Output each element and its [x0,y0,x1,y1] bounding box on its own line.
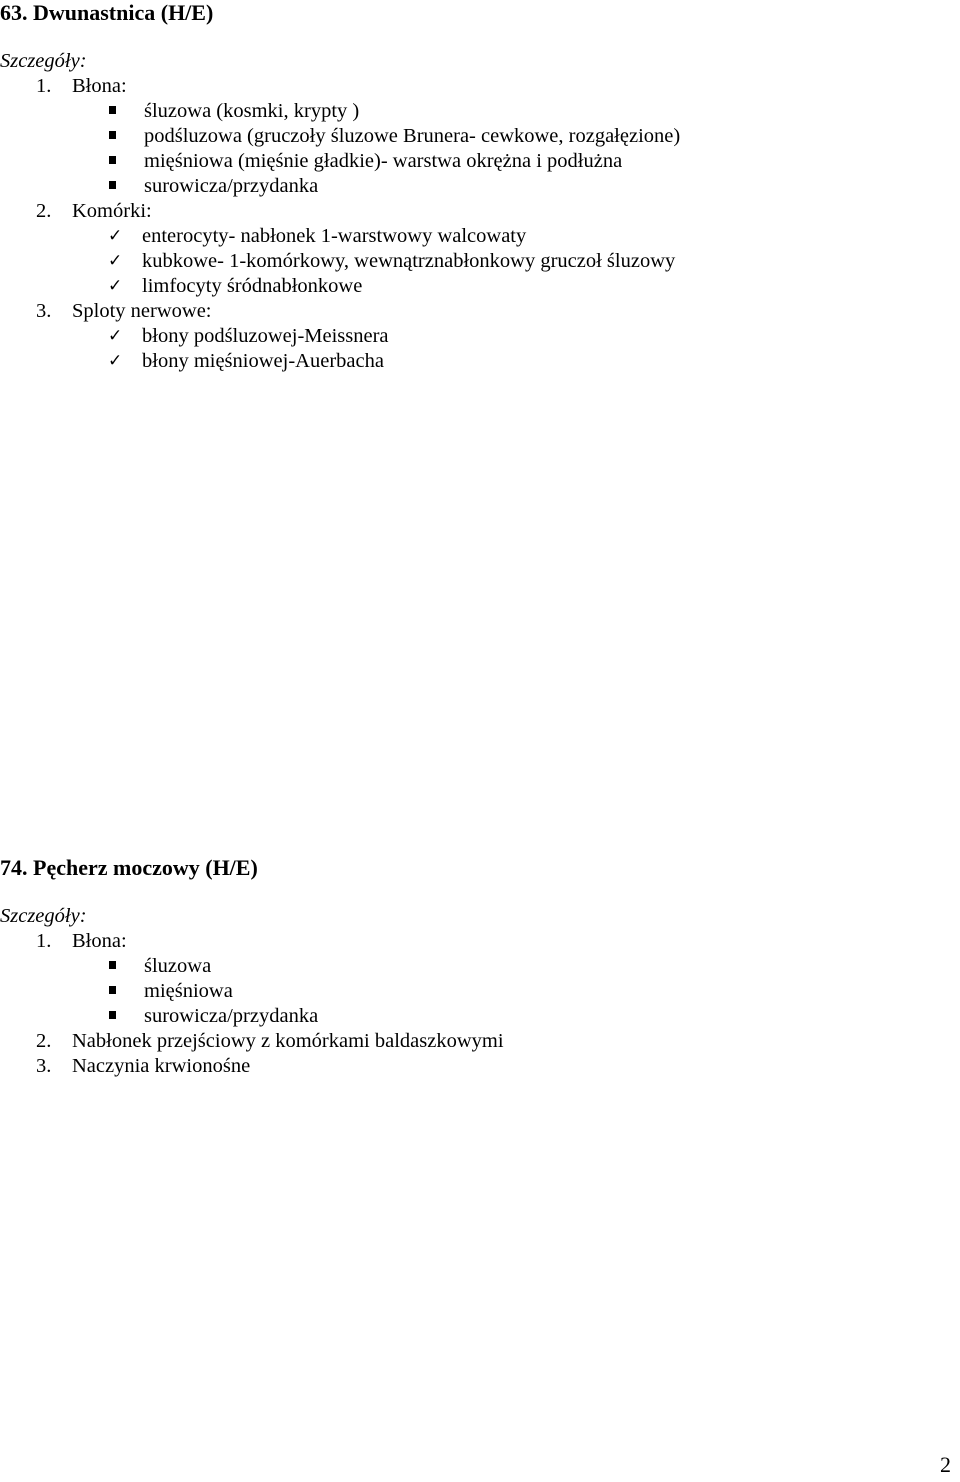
checkmark-icon: ✓ [108,276,123,296]
check-item: limfocyty śródnabłonkowe [142,275,363,297]
list-item-number: 1. [36,930,52,952]
list-item-number: 3. [36,1055,52,1077]
checkmark-icon: ✓ [108,251,123,271]
bullet-item: śluzowa (kosmki, krypty ) [144,100,360,122]
details-label: Szczegóły: [0,905,87,927]
check-item: błony podśluzowej-Meissnera [142,325,389,347]
bullet-item: surowicza/przydanka [144,1005,319,1027]
check-item: kubkowe- 1-komórkowy, wewnątrznabłonkowy gruczoł śluzowy [142,250,676,272]
page-number: 2 [940,1452,951,1477]
square-bullet-icon [109,961,116,969]
list-item-number: 1. [36,75,52,97]
list-item-number: 2. [36,200,52,222]
list-item-number: 3. [36,300,52,322]
square-bullet-icon [109,1011,116,1019]
list-item-label: Naczynia krwionośne [72,1055,251,1077]
square-bullet-icon [109,156,116,164]
list-item-label: Komórki: [72,200,152,222]
details-label: Szczegóły: [0,50,87,72]
bullet-item: surowicza/przydanka [144,175,319,197]
bullet-item: podśluzowa (gruczoły śluzowe Brunera- cewkowe, rozgałęzione) [144,125,681,147]
list-item-label: Nabłonek przejściowy z komórkami baldaszkowymi [72,1030,504,1052]
check-item: błony mięśniowej-Auerbacha [142,350,384,372]
check-item: enterocyty- nabłonek 1-warstwowy walcowaty [142,225,527,247]
square-bullet-icon [109,131,116,139]
square-bullet-icon [109,986,116,994]
list-item-label: Sploty nerwowe: [72,300,212,322]
bullet-item: mięśniowa (mięśnie gładkie)- warstwa okrężna i podłużna [144,150,623,172]
square-bullet-icon [109,106,116,114]
checkmark-icon: ✓ [108,226,123,246]
list-item-label: Błona: [72,930,127,952]
section-title: 63. Dwunastnica (H/E) [0,0,214,25]
bullet-item: śluzowa [144,955,212,977]
checkmark-icon: ✓ [108,326,123,346]
list-item-label: Błona: [72,75,127,97]
bullet-item: mięśniowa [144,980,233,1002]
checkmark-icon: ✓ [108,351,123,371]
section-title: 74. Pęcherz moczowy (H/E) [0,855,258,880]
square-bullet-icon [109,181,116,189]
list-item-number: 2. [36,1030,52,1052]
